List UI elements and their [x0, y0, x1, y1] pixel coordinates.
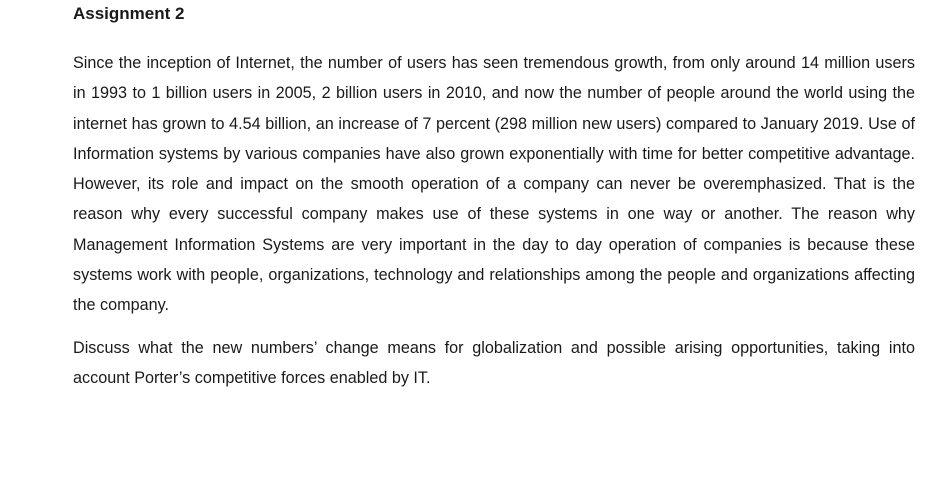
- assignment-title: Assignment 2: [73, 4, 185, 23]
- discussion-prompt-paragraph: Discuss what the new numbers’ change means for globalization and possible arising opportunities, taking into account Porter’s competitive forces enabled by IT.: [73, 338, 915, 387]
- document-page: [73, 0, 915, 393]
- intro-paragraph: Since the inception of Internet, the number of users has seen tremendous growth, from only around 14 million users in 1993 to 1 billion users in 2005, 2 billion users in 2010, and now the number of people around the world using the internet has grown to 4.54 billion, an increase of 7 percent (298 million new users) compared to January 2019. Use of Information systems by various companies have also grown exponentially with time for better competitive advantage. However, its role and impact on the smooth operation of a company can never be overemphasized. That is the reason why every successful company makes use of these systems in one way or another. The reason why Management Information Systems are very important in the day to day operation of companies is because these systems work with people, organizations, technology and relationships among the people and organizations affecting the company.: [73, 54, 915, 315]
